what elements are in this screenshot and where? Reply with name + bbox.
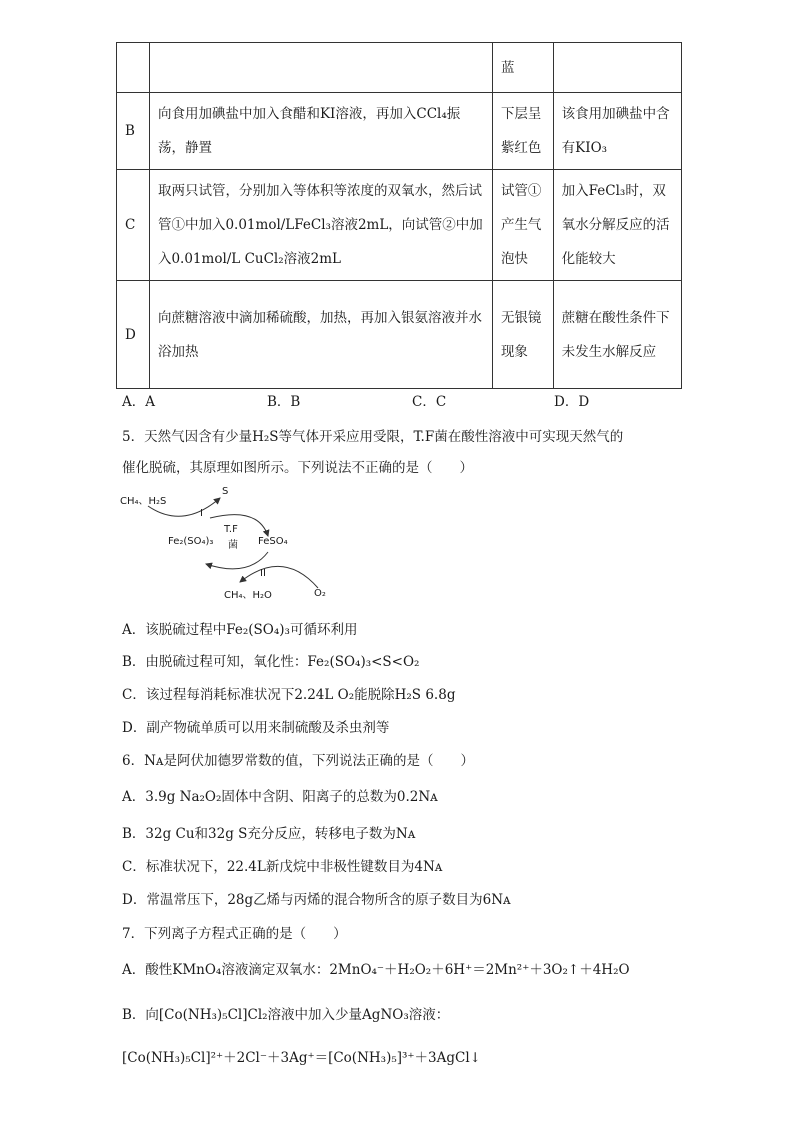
table-row [117,281,682,389]
q6-option-d: D．常温常压下，28g乙烯与丙烯的混合物所含的原子数目为6Nᴀ [122,892,511,908]
label-s: S [222,486,229,497]
q5-stem-line-1: 5．天然气因含有少量H₂S等气体开采应用受限，T.F菌在酸性溶液中可实现天然气的 [122,429,624,445]
label-bacteria: 菌 [228,540,238,551]
table-row [117,170,682,281]
q4-option-b: B．B [267,394,301,410]
q5-option-b: B．由脱硫过程可知，氧化性：Fe₂(SO₄)₃<S<O₂ [122,654,420,670]
label-step-2: II [260,568,266,579]
operation-cell: 取两只试管，分别加入等体积等浓度的双氧水，然后试管①中加入0.01mol/LFeCl₃溶液2mL，向试管②中加入0.01mol/L CuCl₂溶液2mL [149,170,492,281]
q4-option-d: D．D [554,394,590,410]
label-ch4-h2o: CH₄、H₂O [224,590,272,601]
label-ch4-h2s: CH₄、H₂S [120,496,167,507]
q4-option-a: A．A [122,394,155,410]
phenomenon-cell: 蓝 [492,43,553,93]
operation-cell [149,43,492,93]
q7-option-b-equation: [Co(NH₃)₅Cl]²⁺＋2Cl⁻＋3Ag⁺＝[Co(NH₃)₅]³⁺＋3AgCl↓ [122,1050,481,1066]
experiment-table [116,42,682,389]
label-step-1: I [200,508,203,519]
q5-stem-line-2: 催化脱硫，其原理如图所示。下列说法不正确的是（ ） [122,460,473,476]
table-row [117,43,682,93]
q6-option-a: A．3.9g Na₂O₂固体中含阴、阳离子的总数为0.2Nᴀ [122,789,438,805]
desulfurization-diagram [118,478,348,608]
conclusion-cell: 该食用加碘盐中含有KIO₃ [553,93,681,170]
row-label: D [117,281,150,389]
phenomenon-cell: 无银镜现象 [492,281,553,389]
q4-option-c: C．C [412,394,447,410]
q7-option-a: A．酸性KMnO₄溶液滴定双氧水：2MnO₄⁻＋H₂O₂＋6H⁺＝2Mn²⁺＋3O₂↑＋4H₂O [122,962,630,978]
row-label [117,43,150,93]
conclusion-cell: 蔗糖在酸性条件下未发生水解反应 [553,281,681,389]
q7-stem: 7．下列离子方程式正确的是（ ） [122,926,347,942]
q6-option-c: C．标准状况下，22.4L新戊烷中非极性键数目为4Nᴀ [122,859,443,875]
q5-option-a: A．该脱硫过程中Fe₂(SO₄)₃可循环利用 [122,622,358,638]
label-feso4: FeSO₄ [258,536,288,547]
row-label: B [117,93,150,170]
label-o2: O₂ [314,588,326,599]
q6-option-b: B．32g Cu和32g S充分反应，转移电子数为Nᴀ [122,826,416,842]
operation-cell: 向蔗糖溶液中滴加稀硫酸，加热，再加入银氨溶液并水浴加热 [149,281,492,389]
conclusion-cell [553,43,681,93]
table-row [117,93,682,170]
q6-stem: 6．Nᴀ是阿伏加德罗常数的值，下列说法正确的是（ ） [122,753,475,769]
q5-option-d: D．副产物硫单质可以用来制硫酸及杀虫剂等 [122,720,390,736]
phenomenon-cell: 下层呈紫红色 [492,93,553,170]
label-tf: T.F [224,524,238,535]
conclusion-cell: 加入FeCl₃时，双氧水分解反应的活化能较大 [553,170,681,281]
row-label: C [117,170,150,281]
q7-option-b: B．向[Co(NH₃)₅Cl]Cl₂溶液中加入少量AgNO₃溶液： [122,1007,450,1023]
label-fe2so43: Fe₂(SO₄)₃ [168,536,214,547]
phenomenon-cell: 试管①产生气泡快 [492,170,553,281]
operation-cell: 向食用加碘盐中加入食醋和KI溶液，再加入CCl₄振荡，静置 [149,93,492,170]
q5-option-c: C．该过程每消耗标准状况下2.24L O₂能脱除H₂S 6.8g [122,687,456,703]
